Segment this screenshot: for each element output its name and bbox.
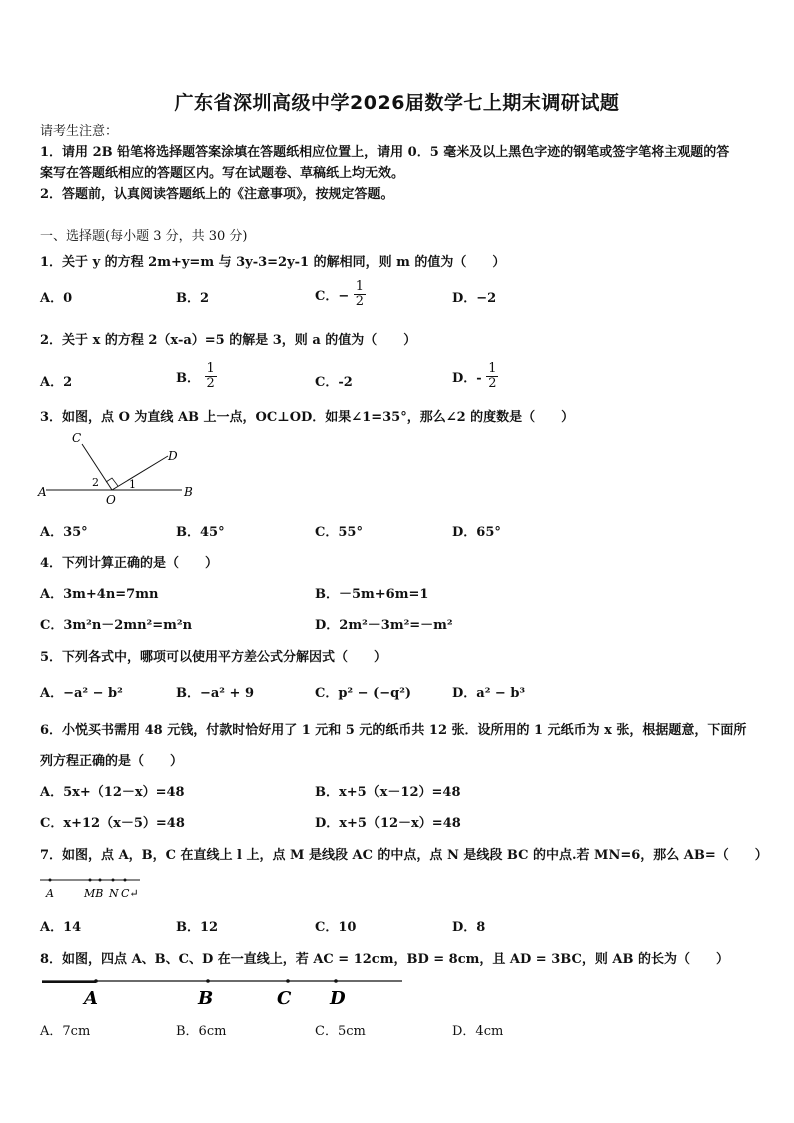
q6-option-c: C．x+12（x－5）=48 [40, 816, 185, 831]
q8-point-c [286, 979, 290, 983]
q6-option-d: D．x+5（12－x）=48 [315, 816, 461, 831]
q8-point-b [206, 979, 210, 983]
q8-option-c: C．5cm [315, 1024, 366, 1039]
q4-option-c: C．3m²n－2mn²=m²n [40, 618, 193, 633]
q1-option-b: B．2 [176, 291, 210, 306]
q7-point-n [112, 879, 115, 882]
q3-option-a: A．35° [40, 525, 88, 540]
q2-b-numerator: 1 [206, 361, 215, 376]
q2-d-denominator: 2 [488, 376, 497, 391]
q3-label-o: O [106, 493, 116, 507]
q3-figure [36, 428, 206, 510]
q7-option-d: D．8 [452, 920, 486, 935]
q8-stem: 8．如图，四点 A、B、C、D 在一直线上，若 AC = 12cm，BD = 8cm，且 AD = 3BC，则 AB 的长为（ ） [40, 952, 729, 967]
notice-line-1b: 案写在答题纸相应的答题区内。写在试题卷、草稿纸上均无效。 [40, 166, 405, 181]
q2-option-d-fraction [486, 362, 498, 391]
q8-label-b: B [198, 988, 214, 1009]
q5-stem: 5．下列各式中，哪项可以使用平方差公式分解因式（ ） [40, 650, 388, 665]
q8-point-a [94, 979, 98, 983]
notice-heading: 请考生注意： [40, 124, 119, 139]
q8-point-d [334, 979, 338, 983]
q3-label-b: B [184, 485, 193, 499]
q3-option-c: C．55° [315, 525, 363, 540]
q6-option-b: B．x+5（x－12）=48 [315, 785, 461, 800]
q6-stem-line-1: 6．小悦买书需用 48 元钱，付款时恰好用了 1 元和 5 元的纸币共 12 张．设所用的 1 元纸币为 x 张，根据题意，下面所 [40, 723, 747, 738]
q5-option-c: C．p² − (−q²) [315, 686, 412, 701]
q4-option-a: A．3m+4n=7mn [40, 587, 159, 602]
q1-option-a: A．0 [40, 291, 73, 306]
q7-label-mb: MB [84, 887, 104, 900]
q4-option-b: B．－5m+6m=1 [315, 587, 429, 602]
q2-b-denominator: 2 [206, 376, 215, 391]
q8-label-d: D [330, 988, 346, 1009]
q8-label-c: C [277, 988, 292, 1009]
q8-figure [36, 972, 408, 1012]
q5-option-d: D．a² − b³ [452, 686, 526, 701]
q4-stem: 4．下列计算正确的是（ ） [40, 556, 219, 571]
q3-label-angle-2: 2 [92, 476, 99, 489]
q3-stem: 3．如图，点 O 为直线 AB 上一点，OC⊥OD．如果∠1=35°，那么∠2 的度数是（ ） [40, 410, 575, 425]
q6-stem-line-2: 列方程正确的是（ ） [40, 754, 184, 769]
q7-point-c [124, 879, 127, 882]
q3-label-a: A [38, 485, 47, 499]
q7-figure [36, 870, 156, 904]
q2-option-b [176, 362, 217, 391]
q1-option-c-label: C．− [315, 289, 350, 304]
q7-option-b: B．12 [176, 920, 219, 935]
q2-option-b-fraction [205, 362, 217, 391]
q7-label-n: N [109, 887, 119, 900]
q1-c-numerator: 1 [355, 279, 365, 294]
q7-point-b [99, 879, 102, 882]
section-heading: 一、选择题(每小题 3 分，共 30 分) [40, 229, 248, 244]
q2-option-d-label: D．- [452, 371, 482, 386]
page-title: 广东省深圳高级中学2026届数学七上期末调研试题 [174, 92, 620, 114]
q3-right-angle-mark [106, 478, 118, 486]
q1-option-c-fraction [354, 280, 366, 309]
q5-option-a: A．−a² − b² [40, 686, 123, 701]
q7-option-c: C．10 [315, 920, 357, 935]
q1-option-c [315, 280, 366, 309]
q2-d-numerator: 1 [488, 361, 497, 376]
q7-stem: 7．如图，点 A，B，C 在直线上 l 上，点 M 是线段 AC 的中点，点 N 是线段 BC 的中点.若 MN=6，那么 AB=（ ） [40, 848, 768, 863]
q1-option-d: D．−2 [452, 291, 497, 306]
q3-label-angle-1: 1 [129, 478, 136, 491]
q3-option-d: D．65° [452, 525, 501, 540]
q6-option-a: A．5x+（12－x）=48 [40, 785, 185, 800]
q1-c-denominator: 2 [355, 294, 365, 309]
q7-label-c: C↵ [121, 887, 139, 900]
q2-option-b-label: B． [176, 371, 200, 386]
q1-stem: 1．关于 y 的方程 2m+y=m 与 3y-3=2y-1 的解相同，则 m 的值为（ ） [40, 255, 506, 270]
q2-option-c: C．-2 [315, 375, 353, 390]
q3-ray-od [112, 456, 168, 490]
q7-point-a [49, 879, 52, 882]
q8-option-a: A．7cm [40, 1024, 91, 1039]
notice-line-2: 2．答题前，认真阅读答题纸上的《注意事项》，按规定答题。 [40, 187, 394, 202]
q2-stem: 2．关于 x 的方程 2（x-a）=5 的解是 3，则 a 的值为（ ） [40, 333, 417, 348]
q4-option-d: D．2m²－3m²=－m² [315, 618, 453, 633]
q8-label-a: A [84, 988, 98, 1009]
q2-option-d [452, 362, 498, 391]
q3-label-d: D [168, 449, 178, 463]
q7-option-a: A．14 [40, 920, 82, 935]
q8-option-d: D．4cm [452, 1024, 504, 1039]
q3-label-c: C [72, 431, 82, 445]
q2-option-a: A．2 [40, 375, 73, 390]
q8-option-b: B．6cm [176, 1024, 227, 1039]
q7-point-m [89, 879, 92, 882]
q5-option-b: B．−a² + 9 [176, 686, 254, 701]
q3-option-b: B．45° [176, 525, 225, 540]
notice-line-1a: 1．请用 2B 铅笔将选择题答案涂填在答题纸相应位置上，请用 0．5 毫米及以上黑色字迹的钢笔或签字笔将主观题的答 [40, 145, 730, 160]
q7-label-a: A [46, 887, 54, 900]
